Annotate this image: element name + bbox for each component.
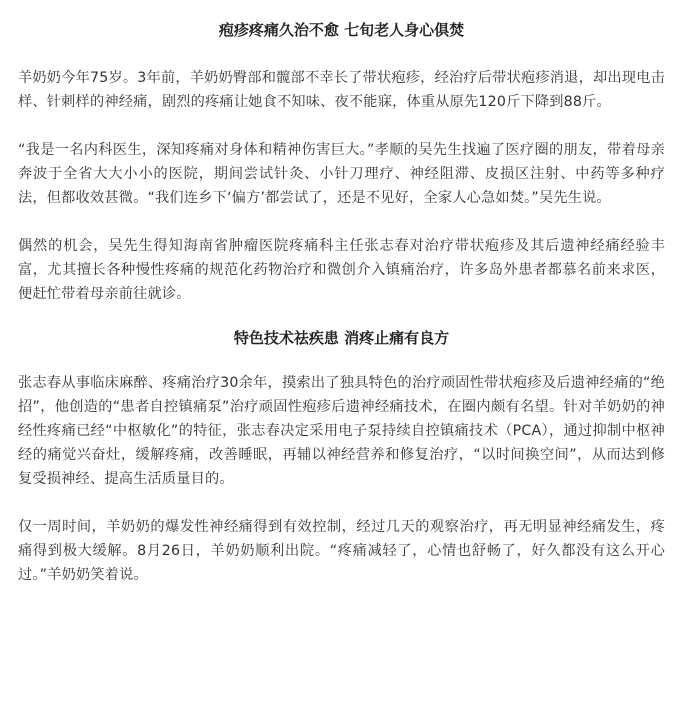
paragraph: 偶然的机会，吴先生得知海南省肿瘤医院疼痛科主任张志春对治疗带状疱疹及其后遗神经痛经验丰富，尤其擅长各种慢性疼痛的规范化药物治疗和微创介入镇痛治疗，许多岛外患者都慕名前来求医，便赶忙带着母亲前往就诊。 [18,238,665,302]
paragraph: 羊奶奶今年75岁。3年前，羊奶奶臀部和髋部不幸长了带状疱疹，经治疗后带状疱疹消退，却出现电击样、针刺样的神经痛，剧烈的疼痛让她食不知味、夜不能寐，体重从原先120斤下降到88斤。 [18,70,665,110]
section-heading-2: 特色技术祛疾患 消疼止痛有良方 [233,329,450,347]
paragraph: “我是一名内科医生，深知疼痛对身体和精神伤害巨大。”孝顺的吴先生找遍了医疗圈的朋友，带着母亲奔波于全省大大小小的医院，期间尝试针灸、小针刀理疗、神经阻滞、皮损区注射、中药等多种疗法，但都收效甚微。“我们连乡下‘偏方’都尝试了，还是不见好，全家人心急如焚。”吴先生说。 [18,142,665,206]
section-heading-1: 疱疹疼痛久治不愈 七旬老人身心俱焚 [218,21,465,39]
paragraph: 仅一周时间，羊奶奶的爆发性神经痛得到有效控制，经过几天的观察治疗，再无明显神经痛发生，疼痛得到极大缓解。8月26日，羊奶奶顺利出院。“疼痛减轻了，心情也舒畅了，好久都没有这么开心过。”羊奶奶笑着说。 [18,519,665,583]
paragraph: 张志春从事临床麻醉、疼痛治疗30余年，摸索出了独具特色的治疗顽固性带状疱疹及后遗神经痛的“绝招”，他创造的“患者自控镇痛泵”治疗顽固性疱疹后遗神经痛技术，在圈内颇有名望。针对羊奶奶的神经性疼痛已经“中枢敏化”的特征，张志春决定采用电子泵持续自控镇痛技术（PCA），通过抑制中枢神经的痛觉兴奋灶，缓解疼痛，改善睡眠，再辅以神经营养和修复治疗，“以时间换空间”，从而达到修复受损神经、提高生活质量目的。 [18,375,665,487]
